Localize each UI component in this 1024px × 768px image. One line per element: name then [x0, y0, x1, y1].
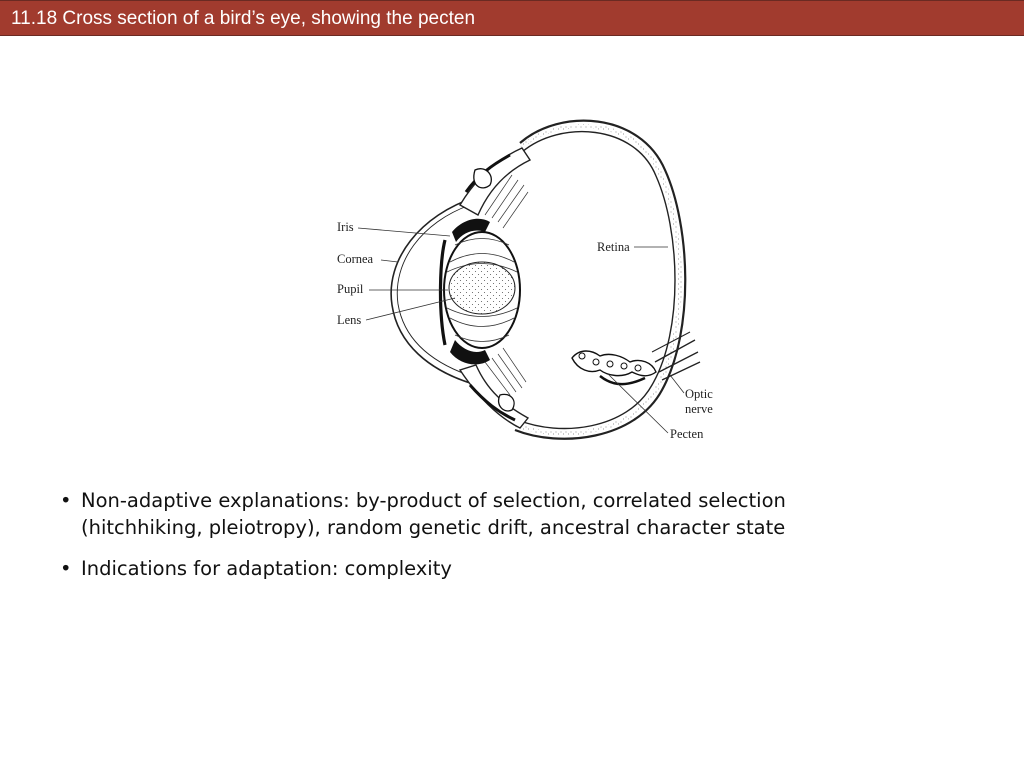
slide-title: 11.18 Cross section of a bird’s eye, showing the pecten [11, 8, 476, 29]
label-optic-nerve-line2: nerve [685, 402, 713, 416]
leader-lines [358, 228, 684, 433]
bullet-list [60, 487, 860, 596]
sclera [515, 121, 685, 439]
label-optic-nerve-line1: Optic [685, 387, 713, 401]
label-pecten: Pecten [670, 427, 704, 441]
bullet-item: • Non-adaptive explanations: by-product of selection, correlated selection (hitchhiking, pleiotropy), random genetic drift, ancestral character state [60, 487, 860, 541]
bullet-item: • Indications for adaptation: complexity [60, 555, 860, 582]
label-pupil: Pupil [337, 282, 364, 296]
pecten [572, 351, 656, 384]
label-cornea: Cornea [337, 252, 374, 266]
label-iris: Iris [337, 220, 354, 234]
lens [444, 232, 520, 348]
label-lens: Lens [337, 313, 362, 327]
label-retina: Retina [597, 240, 630, 254]
